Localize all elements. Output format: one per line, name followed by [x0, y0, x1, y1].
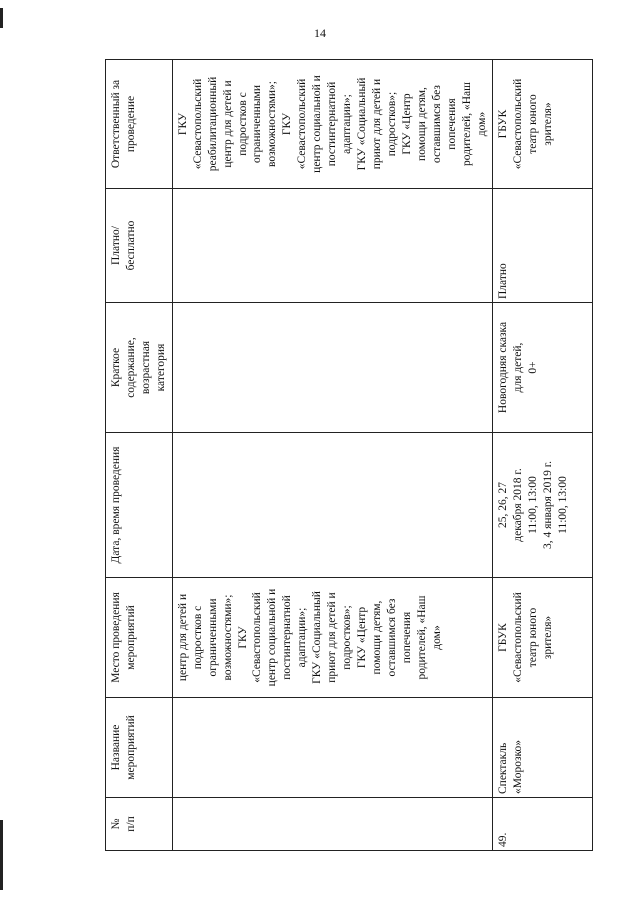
cell-responsible: ГКУ «Севастопольский реабилитационный центр для детей и подростков с ограниченными возможностями»; ГКУ «Севастопольский центр социальной и постинтернатной адаптации»; ГКУ «Социальный приют для детей и подростков»; ГКУ «Центр помощи детям, оставшимся без попечения родителей, «Наш дом»	[172, 60, 493, 189]
header-event-name: Название мероприятий	[106, 698, 173, 798]
header-responsible: Ответственный за проведение	[106, 60, 173, 189]
cell-number: 49.	[493, 798, 593, 851]
header-summary: Краткое содержание, возрастная категория	[106, 303, 173, 433]
cell-paid	[172, 189, 493, 303]
events-table	[105, 59, 593, 851]
cell-responsible: ГБУК «Севастопольский театр юного зрителя»	[493, 60, 593, 189]
cell-venue: центр для детей и подростков с ограниченными возможностями»; ГКУ «Севастопольский центр социальной и постинтернатной адаптации»; ГКУ «Социальный приют для детей и подростков»; ГКУ «Центр помощи детям, оставшимся без попечения родителей, «Наш дом»	[172, 578, 493, 698]
table-row	[493, 60, 593, 851]
binding-mark-bottom	[0, 820, 3, 890]
header-date-time: Дата, время проведения	[106, 433, 173, 578]
page-number: 14	[314, 26, 326, 40]
cell-number	[172, 798, 493, 851]
cell-event-name	[172, 698, 493, 798]
cell-venue: ГБУК «Севастопольский театр юного зрителя»	[493, 578, 593, 698]
events-table-rotated	[105, 60, 575, 851]
cell-date-time: 25, 26, 27 декабря 2018 г. 11:00, 13:00 3, 4 января 2019 г. 11:00, 13:00	[493, 433, 593, 578]
table-header-row	[106, 60, 173, 851]
table-row	[172, 60, 493, 851]
cell-summary: Новогодняя сказка для детей, 0+	[493, 303, 593, 433]
cell-event-name: Спектакль «Морозко»	[493, 698, 593, 798]
header-paid: Платно/ бесплатно	[106, 189, 173, 303]
cell-summary	[172, 303, 493, 433]
header-number: № п/п	[106, 798, 173, 851]
cell-date-time	[172, 433, 493, 578]
cell-paid: Платно	[493, 189, 593, 303]
header-venue: Место проведения мероприятий	[106, 578, 173, 698]
binding-mark-top	[0, 8, 3, 28]
